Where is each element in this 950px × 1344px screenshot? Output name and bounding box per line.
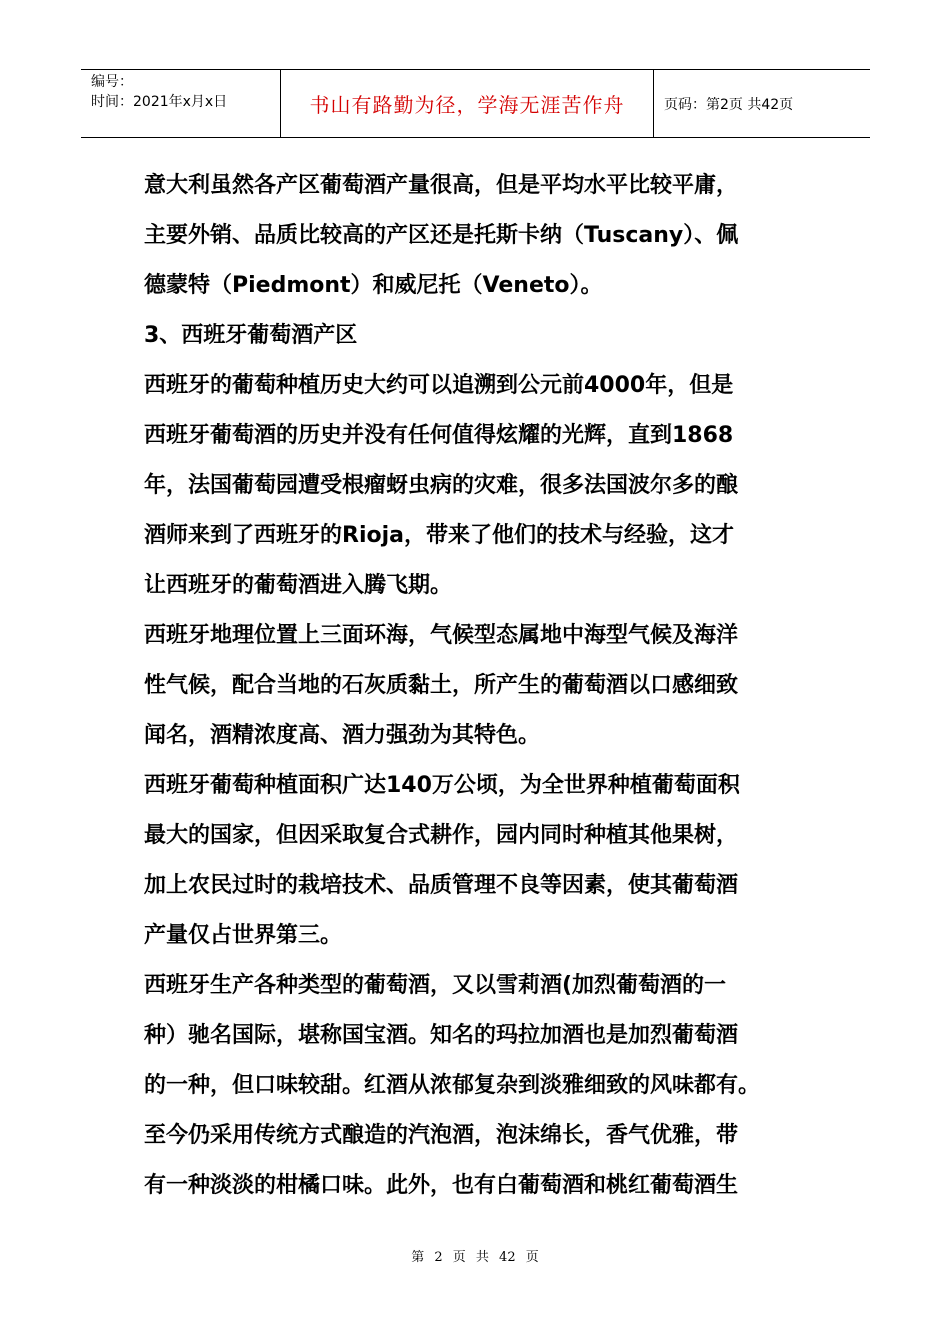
footer-page-number: 第 2 页 共 42 页 bbox=[411, 1250, 539, 1265]
body-line: 德蒙特（Piedmont）和威尼托（Veneto）。 bbox=[144, 273, 603, 298]
body-line: 最大的国家，但因采取复合式耕作，园内同时种植其他果树， bbox=[144, 823, 739, 848]
header-table bbox=[81, 69, 870, 138]
header-page-cell bbox=[654, 70, 870, 137]
body-line: 产量仅占世界第三。 bbox=[144, 923, 343, 948]
header-page-number: 页码：第2页 共42页 bbox=[664, 96, 794, 113]
body-line: 性气候，配合当地的石灰质黏土，所产生的葡萄酒以口感细致 bbox=[144, 673, 739, 698]
header-motto-cell bbox=[281, 70, 654, 137]
body-line: 西班牙的葡萄种植历史大约可以追溯到公元前4000年，但是 bbox=[144, 373, 734, 398]
body-line: 至今仍采用传统方式酿造的汽泡酒，泡沫绵长，香气优雅，带 bbox=[144, 1123, 739, 1148]
body-line: 西班牙生产各种类型的葡萄酒，又以雪莉酒(加烈葡萄酒的一 bbox=[144, 973, 727, 998]
body-line: 年，法国葡萄园遭受根瘤蚜虫病的灾难，很多法国波尔多的酿 bbox=[144, 473, 739, 498]
body-line: 有一种淡淡的柑橘口味。此外，也有白葡萄酒和桃红葡萄酒生 bbox=[144, 1173, 739, 1198]
body-line: 酒师来到了西班牙的Rioja，带来了他们的技术与经验，这才 bbox=[144, 523, 734, 548]
body-line: 主要外销、品质比较高的产区还是托斯卡纳（Tuscany）、佩 bbox=[144, 223, 739, 248]
motto-text: 书山有路勤为径，学海无涯苦作舟 bbox=[309, 93, 625, 117]
body-line: 西班牙葡萄种植面积广达140万公顷，为全世界种植葡萄面积 bbox=[144, 773, 740, 798]
body-line: 种）驰名国际，堪称国宝酒。知名的玛拉加酒也是加烈葡萄酒 bbox=[144, 1023, 739, 1048]
section-heading: 3、西班牙葡萄酒产区 bbox=[144, 323, 358, 348]
document-body bbox=[144, 161, 824, 1211]
header-info-cell bbox=[81, 70, 281, 137]
body-line: 加上农民过时的栽培技术、品质管理不良等因素，使其葡萄酒 bbox=[144, 873, 739, 898]
body-line: 的一种，但口味较甜。红酒从浓郁复杂到淡雅细致的风味都有。 bbox=[144, 1073, 761, 1098]
body-line: 西班牙地理位置上三面环海，气候型态属地中海型气候及海洋 bbox=[144, 623, 739, 648]
document-number-label: 编号： bbox=[91, 74, 133, 90]
body-line: 意大利虽然各产区葡萄酒产量很高，但是平均水平比较平庸， bbox=[144, 173, 739, 198]
page-footer bbox=[0, 1246, 950, 1265]
body-line: 让西班牙的葡萄酒进入腾飞期。 bbox=[144, 573, 453, 598]
document-time-label: 时间：2021年x月x日 bbox=[91, 94, 228, 110]
body-line: 西班牙葡萄酒的历史并没有任何值得炫耀的光辉，直到1868 bbox=[144, 423, 734, 448]
body-line: 闻名，酒精浓度高、酒力强劲为其特色。 bbox=[144, 723, 541, 748]
